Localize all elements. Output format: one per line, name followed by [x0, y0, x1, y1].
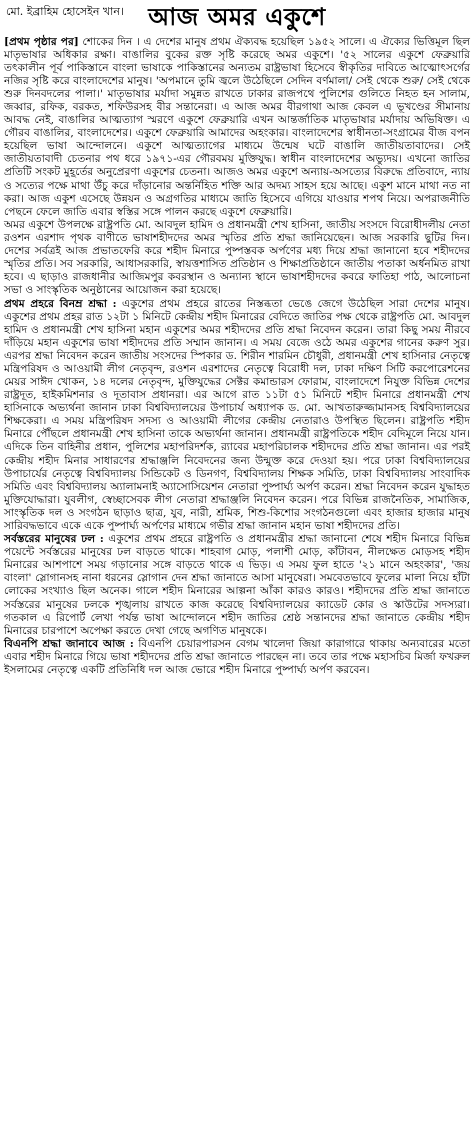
byline: মো. ইব্রাহিম হোসেইন খান।: [6, 5, 124, 18]
paragraph-kicker: সর্বস্তরের মানুষের ঢল :: [4, 533, 104, 546]
paragraph-kicker: [প্রথম পৃষ্ঠার পর]: [4, 36, 79, 48]
paragraph-text: একুশের প্রথম প্রহরে রাষ্ট্রপতি ও প্রধানমন্ত্রীর শ্রদ্ধা জানানো শেষে শহীদ মিনারে বিভিন্ন পয়েন্টে সর্বস্তরের মানুষের ঢল বাড়তে থাকে। শাহবাগ মোড়, পলাশী মোড়, কাঁটাবন, নীলক্ষেত মোড়সহ শহীদ মিনারের আশপাশে সময় গড়ানোর সঙ্গে বাড়তে থাকে এ ভিড়। এ সময় ফুল হাতে '২১ মানে অহংকার', 'জয় বাংলা' স্লোগানসহ নানা ধরনের স্লোগান দেন শ্রদ্ধা জানাতে আসা মানুষেরা। সমবেতভাবে ফুলের মালা নিয়ে হাঁটা লোকের সংখ্যাও ছিল অনেক। গালে শহীদ মিনারের আল্পনা আঁকা কারও কারও। শহীদদের প্রতি শ্রদ্ধা জানাতে সর্বস্তরের মানুষের ঢলকে শৃঙ্খলায় রাখতে কাজ করেছে বিশ্ববিদ্যালয়ের ক্যাডেট কোর ও স্কাউটের সদস্যরা। গতকাল এ রিপোর্ট লেখা পর্যন্ত ভাষা আন্দোলনে শহীদ জাতির শ্রেষ্ঠ সন্তানদের শ্রদ্ধা জানাতে কেন্দ্রীয় শহীদ মিনারের চারপাশে অপেক্ষা করতে দেখা গেছে অগণিত মানুষকে।: [4, 533, 470, 637]
paragraph-text: অমর একুশে উপলক্ষে রাষ্ট্রপতি মো. আবদুল হামিদ ও প্রধানমন্ত্রী শেখ হাসিনা, জাতীয় সংসদে বিরোধীদলীয় নেতা রওশন এরশাদ পৃথক বাণীতে ভাষাশহীদদের অমর স্মৃতির প্রতি শ্রদ্ধা জানিয়েছেন। আজ সরকারি ছুটির দিন। দেশের সর্বত্রই আজ প্রভাতফেরি করে শহীদ মিনারে পুষ্পস্তবক অর্পণের মধ্য দিয়ে শ্রদ্ধা জানানো হবে শহীদদের স্মৃতির প্রতি। সব সরকারি, আধাসরকারি, স্বায়ত্তশাসিত প্রতিষ্ঠান ও শিক্ষাপ্রতিষ্ঠানে জাতীয় পতাকা অর্ধনমিত রাখা হবে। এ ছাড়াও রাজধানীর আজিমপুর কবরস্থান ও অন্যান্য স্থানে ভাষাশহীদদের কবরে ফাতিহা পাঠ, আলোচনা সভা ও সাংস্কৃতিক অনুষ্ঠানের আয়োজন করা হয়েছে।: [4, 219, 470, 297]
paragraph-text: একুশের প্রথম প্রহরে রাতের নিস্তব্ধতা ভেঙে জেগে উঠেছিল সারা দেশের মানুষ। একুশের প্রথম প্রহর রাত ১২টা ১ মিনিটে কেন্দ্রীয় শহীদ মিনারের বেদিতে জাতির পক্ষ থেকে রাষ্ট্রপতি মো. আবদুল হামিদ ও প্রধানমন্ত্রী শেখ হাসিনা মহান একুশের অমর শহীদদের প্রতি শ্রদ্ধা নিবেদন করেন। তারা কিছু সময় নীরবে দাঁড়িয়ে মহান একুশের ভাষা শহীদদের প্রতি সম্মান জানান। এ সময় বেজে ওঠে অমর একুশের গানের করুণ সুর। এরপর শ্রদ্ধা নিবেদন করেন জাতীয় সংসদের স্পিকার ড. শিরীন শারমিন চৌধুরী, প্রধানমন্ত্রী শেখ হাসিনার নেতৃত্বে মন্ত্রিপরিষদ ও আওয়ামী লীগ নেতৃবৃন্দ, রওশন এরশাদের নেতৃত্বে বিরোধী দল, ঢাকা দক্ষিণ সিটি করপোরেশনের মেয়র সাঈদ খোকন, ১৪ দলের নেতৃবৃন্দ, মুক্তিযুদ্ধের সেক্টর কমান্ডারস ফোরাম, বাংলাদেশে নিযুক্ত বিভিন্ন দেশের রাষ্ট্রদূত, হাইকমিশনার ও দূতাবাস প্রধানরা। এর আগে রাত ১১টা ৫১ মিনিটে শহীদ মিনারে প্রধানমন্ত্রী শেখ হাসিনাকে অভ্যর্থনা জানান ঢাকা বিশ্ববিদ্যালয়ের উপাচার্য অধ্যাপক ড. মো. আখতারুজ্জামানসহ বিশ্ববিদ্যালয়ের শিক্ষকেরা। এ সময় মন্ত্রিপরিষদ সদস্য ও আওয়ামী লীগের কেন্দ্রীয় নেতারাও উপস্থিত ছিলেন। রাষ্ট্রপতি শহীদ মিনারে পৌঁছলে প্রধানমন্ত্রী শেখ হাসিনা তাকে অভ্যর্থনা জানান। প্রধানমন্ত্রী রাষ্ট্রপতিকে শহীদ বেদিমূলে নিয়ে যান। এদিকে তিন বাহিনীর প্রধান, পুলিশের মহাপরিদর্শক, র‌্যাবের মহাপরিচালক শহীদদের প্রতি শ্রদ্ধা জানান। এর পরই কেন্দ্রীয় শহীদ মিনার সাধারণের শ্রদ্ধাঞ্জলি নিবেদনের জন্য উন্মুক্ত করে দেওয়া হয়। পরে ঢাকা বিশ্ববিদ্যালয়ের উপাচার্যের নেতৃত্বে বিশ্ববিদ্যালয় সিন্ডিকেট ও ডিনগণ, বিশ্ববিদ্যালয় শিক্ষক সমিতি, ঢাকা বিশ্ববিদ্যালয় সাংবাদিক সমিতি এবং বিশ্ববিদ্যালয় অ্যালামনাই অ্যাসোসিয়েশন নেতারা পুষ্পার্ঘ্য অর্পণ করেন। শ্রদ্ধা নিবেদন করেন যুদ্ধাহত মুক্তিযোদ্ধারা। যুবলীগ, স্বেচ্ছাসেবক লীগ নেতারা শ্রদ্ধাঞ্জলি নিবেদন করেন। পরে বিভিন্ন রাজনৈতিক, সামাজিক, সাংস্কৃতিক দল ও সংগঠন ছাড়াও ছাত্র, যুব, নারী, শ্রমিক, শিশু-কিশোর সংগঠনগুলো এবং হাজার হাজার মানুষ সারিবদ্ধভাবে একে একে পুষ্পার্ঘ্য অর্পণের মাধ্যমে গভীর শ্রদ্ধা জানান মহান ভাষা শহীদদের প্রতি।: [4, 297, 471, 532]
article-paragraph: [4, 298, 470, 533]
article-paragraph: [4, 219, 470, 297]
paragraph-kicker: বিএনপি শ্রদ্ধা জানাবে আজ :: [4, 638, 134, 651]
article-body: [4, 36, 470, 677]
paragraph-kicker: প্রথম প্রহরে বিনম্র শ্রদ্ধা :: [4, 297, 117, 310]
article-paragraph: [4, 638, 470, 677]
paragraph-text: শোকের দিন । এ দেশের মানুষ প্রথম ঐক্যবদ্ধ হয়েছিল ১৯৫২ সালে। এ ঐক্যের ভিত্তিমূল ছিল মাতৃভাষার অধিকার রক্ষা। বাঙালির বুকের রক্ত সৃষ্টি করেছে অমর একুশে। '৫২ সালের একুশে ফেব্রুয়ারি তৎকালীন পূর্ব পাকিস্তানে বাংলা ভাষাকে পাকিস্তানের অন্যতম রাষ্ট্রভাষা হিসেবে স্বীকৃতির দাবিতে আত্মোৎসর্গের নজির সৃষ্টি করে বাংলাদেশের মানুষ। 'অপমানে তুমি জ্বলে উঠেছিলে সেদিন বর্ণমালা/ সেই থেকে শুরু/ সেই থেকে শুরু দিনবদলের পালা।' মাতৃভাষার মর্যাদা সমুন্নত রাখতে ঢাকার রাজপথে পুলিশের গুলিতে নিহত হন সালাম, জব্বার, রফিক, বরকত, শফিউরসহ বীর সন্তানেরা। এ আজ অমর বীরগাথা আজ কেবল এ ভূখণ্ডের সীমানায় আবদ্ধ নেই, বাঙালির আত্মত্যাগ স্মরণে একুশে ফেব্রুয়ারি এখন আন্তর্জাতিক মাতৃভাষার মর্যাদায় অভিষিক্ত। এ গৌরব বাঙালির, বাংলাদেশের। একুশে ফেব্রুয়ারি আমাদের অহংকার। বাংলাদেশের স্বাধীনতা-সংগ্রামের বীজ বপন হয়েছিল ভাষা আন্দোলনে। একুশে আত্মত্যাগের মাধ্যমে উন্মেষ ঘটে বাঙালি জাতীয়তাবাদের। সেই জাতীয়তাবাদী চেতনার পথ ধরে ১৯৭১-এর গৌরবময় মুক্তিযুদ্ধ। স্বাধীন বাংলাদেশের অভ্যুদয়। এখনো জাতির প্রতিটি সংকট মুহূর্তের অনুপ্রেরণা একুশের চেতনা। আজও অমর একুশে অন্যায়-অসত্যের বিরুদ্ধে প্রতিবাদে, ন্যায় ও সত্যের পক্ষে মাথা উঁচু করে দাঁড়ানোর অন্তর্নিহিত শক্তি আর অদম্য সাহস হয়ে আছে। একুশ মানে মাথা নত না করা। আজ একুশ এসেছে উন্নয়ন ও অগ্রগতির মাধ্যমে জাতি হিসেবে এগিয়ে যাওয়ার শপথ নিয়ে। অপরাজনীতি পেছনে ফেলে জাতি এবার স্বস্তির সঙ্গে পালন করছে একুশে ফেব্রুয়ারি।: [4, 36, 471, 218]
paragraph-text: বিএনপি চেয়ারপারসন বেগম খালেদা জিয়া কারাগারে থাকায় অন্যবারের মতো এবার শহীদ মিনারে গিয়ে ভাষা শহীদদের প্রতি শ্রদ্ধা জানাতে পারছেন না। তবে তার পক্ষে মহাসচিব মির্জা ফখরুল ইসলামের নেতৃত্বে একটি প্রতিনিধি দল আজ ভোরে শহীদ মিনারে পুষ্পার্ঘ্য অর্পণ করবেন।: [4, 638, 471, 677]
headline: আজ অমর একুশে: [148, 2, 326, 31]
header-row: [4, 2, 470, 36]
article-paragraph: [4, 36, 470, 219]
article-paragraph: [4, 533, 470, 637]
